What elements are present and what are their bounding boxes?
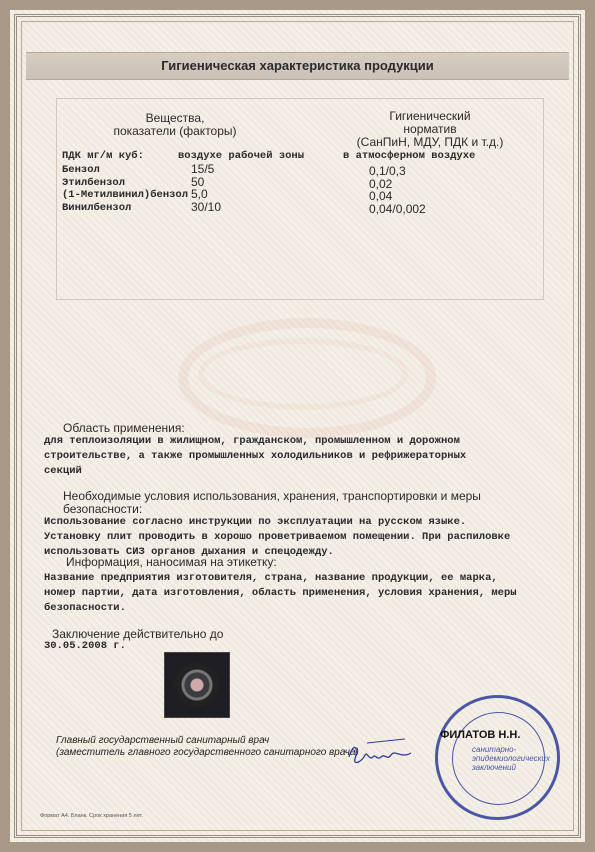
- validity-heading: Заключение действительно до: [52, 627, 224, 641]
- table-row-name: Бензол: [62, 164, 100, 176]
- page-title: Гигиеническая характеристика продукции: [161, 58, 434, 73]
- table-row-work: 30/10: [191, 200, 222, 214]
- watermark-seal-inner: [198, 338, 408, 410]
- table-row-atm: 0,04/0,002: [369, 202, 426, 216]
- signatory-title: Главный государственный санитарный врач (заместитель главного государственного санитарного врача): [56, 735, 359, 758]
- col-label-work-air: воздухе рабочей зоны: [178, 150, 305, 162]
- table-row-work: 15/5: [191, 162, 215, 176]
- header-substances: Вещества, показатели (факторы): [113, 111, 237, 138]
- col-label-atm-air: в атмосферном воздухе: [343, 150, 476, 162]
- scope-heading: Область применения:: [63, 421, 185, 435]
- table-row-atm: 0,04: [369, 189, 393, 203]
- footer-note: Формат А4. Бланк. Срок хранения 5 лет.: [40, 813, 143, 819]
- table-row-work: 50: [191, 175, 205, 189]
- table-row-atm: 0,1/0,3: [369, 164, 406, 178]
- conditions-text: Использование согласно инструкции по эксплуатации на русском языке. Установку плит проводить в хорошо проветриваемом помещении. При распиловке использовать СИЗ органов дыхания и спецодежду.: [44, 516, 511, 558]
- label-info-text: Название предприятия изготовителя, страна, название продукции, ее марка, номер партии, дата изготовления, область применения, условия хранения, меры безопасности.: [44, 572, 517, 614]
- stamp-name: ФИЛАТОВ Н.Н.: [440, 729, 521, 741]
- validity-date: 30.05.2008 г.: [44, 640, 126, 652]
- signature-image: [345, 735, 415, 771]
- col-label-pdk: ПДК мг/м куб:: [62, 150, 144, 162]
- hologram-sticker: [165, 653, 229, 717]
- scope-text: для теплоизоляции в жилищном, гражданском, промышленном и дорожном строительстве, а также промышленных холодильников и рефрижераторных секций: [44, 435, 467, 477]
- stamp-text: санитарно- эпидемиологических заключений: [472, 745, 550, 772]
- table-row-atm: 0,02: [369, 177, 393, 191]
- header-standard: Гигиенический норматив (СанПиН, МДУ, ПДК и т.д.): [356, 109, 504, 149]
- table-row-name: Винилбензол: [62, 202, 132, 214]
- table-row-name: (1-Метилвинил)бензол: [62, 189, 189, 201]
- table-row-name: Этилбензол: [62, 177, 126, 189]
- conditions-heading: Необходимые условия использования, хранения, транспортировки и меры безопасности:: [63, 489, 481, 516]
- table-row-work: 5,0: [191, 187, 208, 201]
- label-info-heading: Информация, наносимая на этикетку:: [66, 555, 277, 569]
